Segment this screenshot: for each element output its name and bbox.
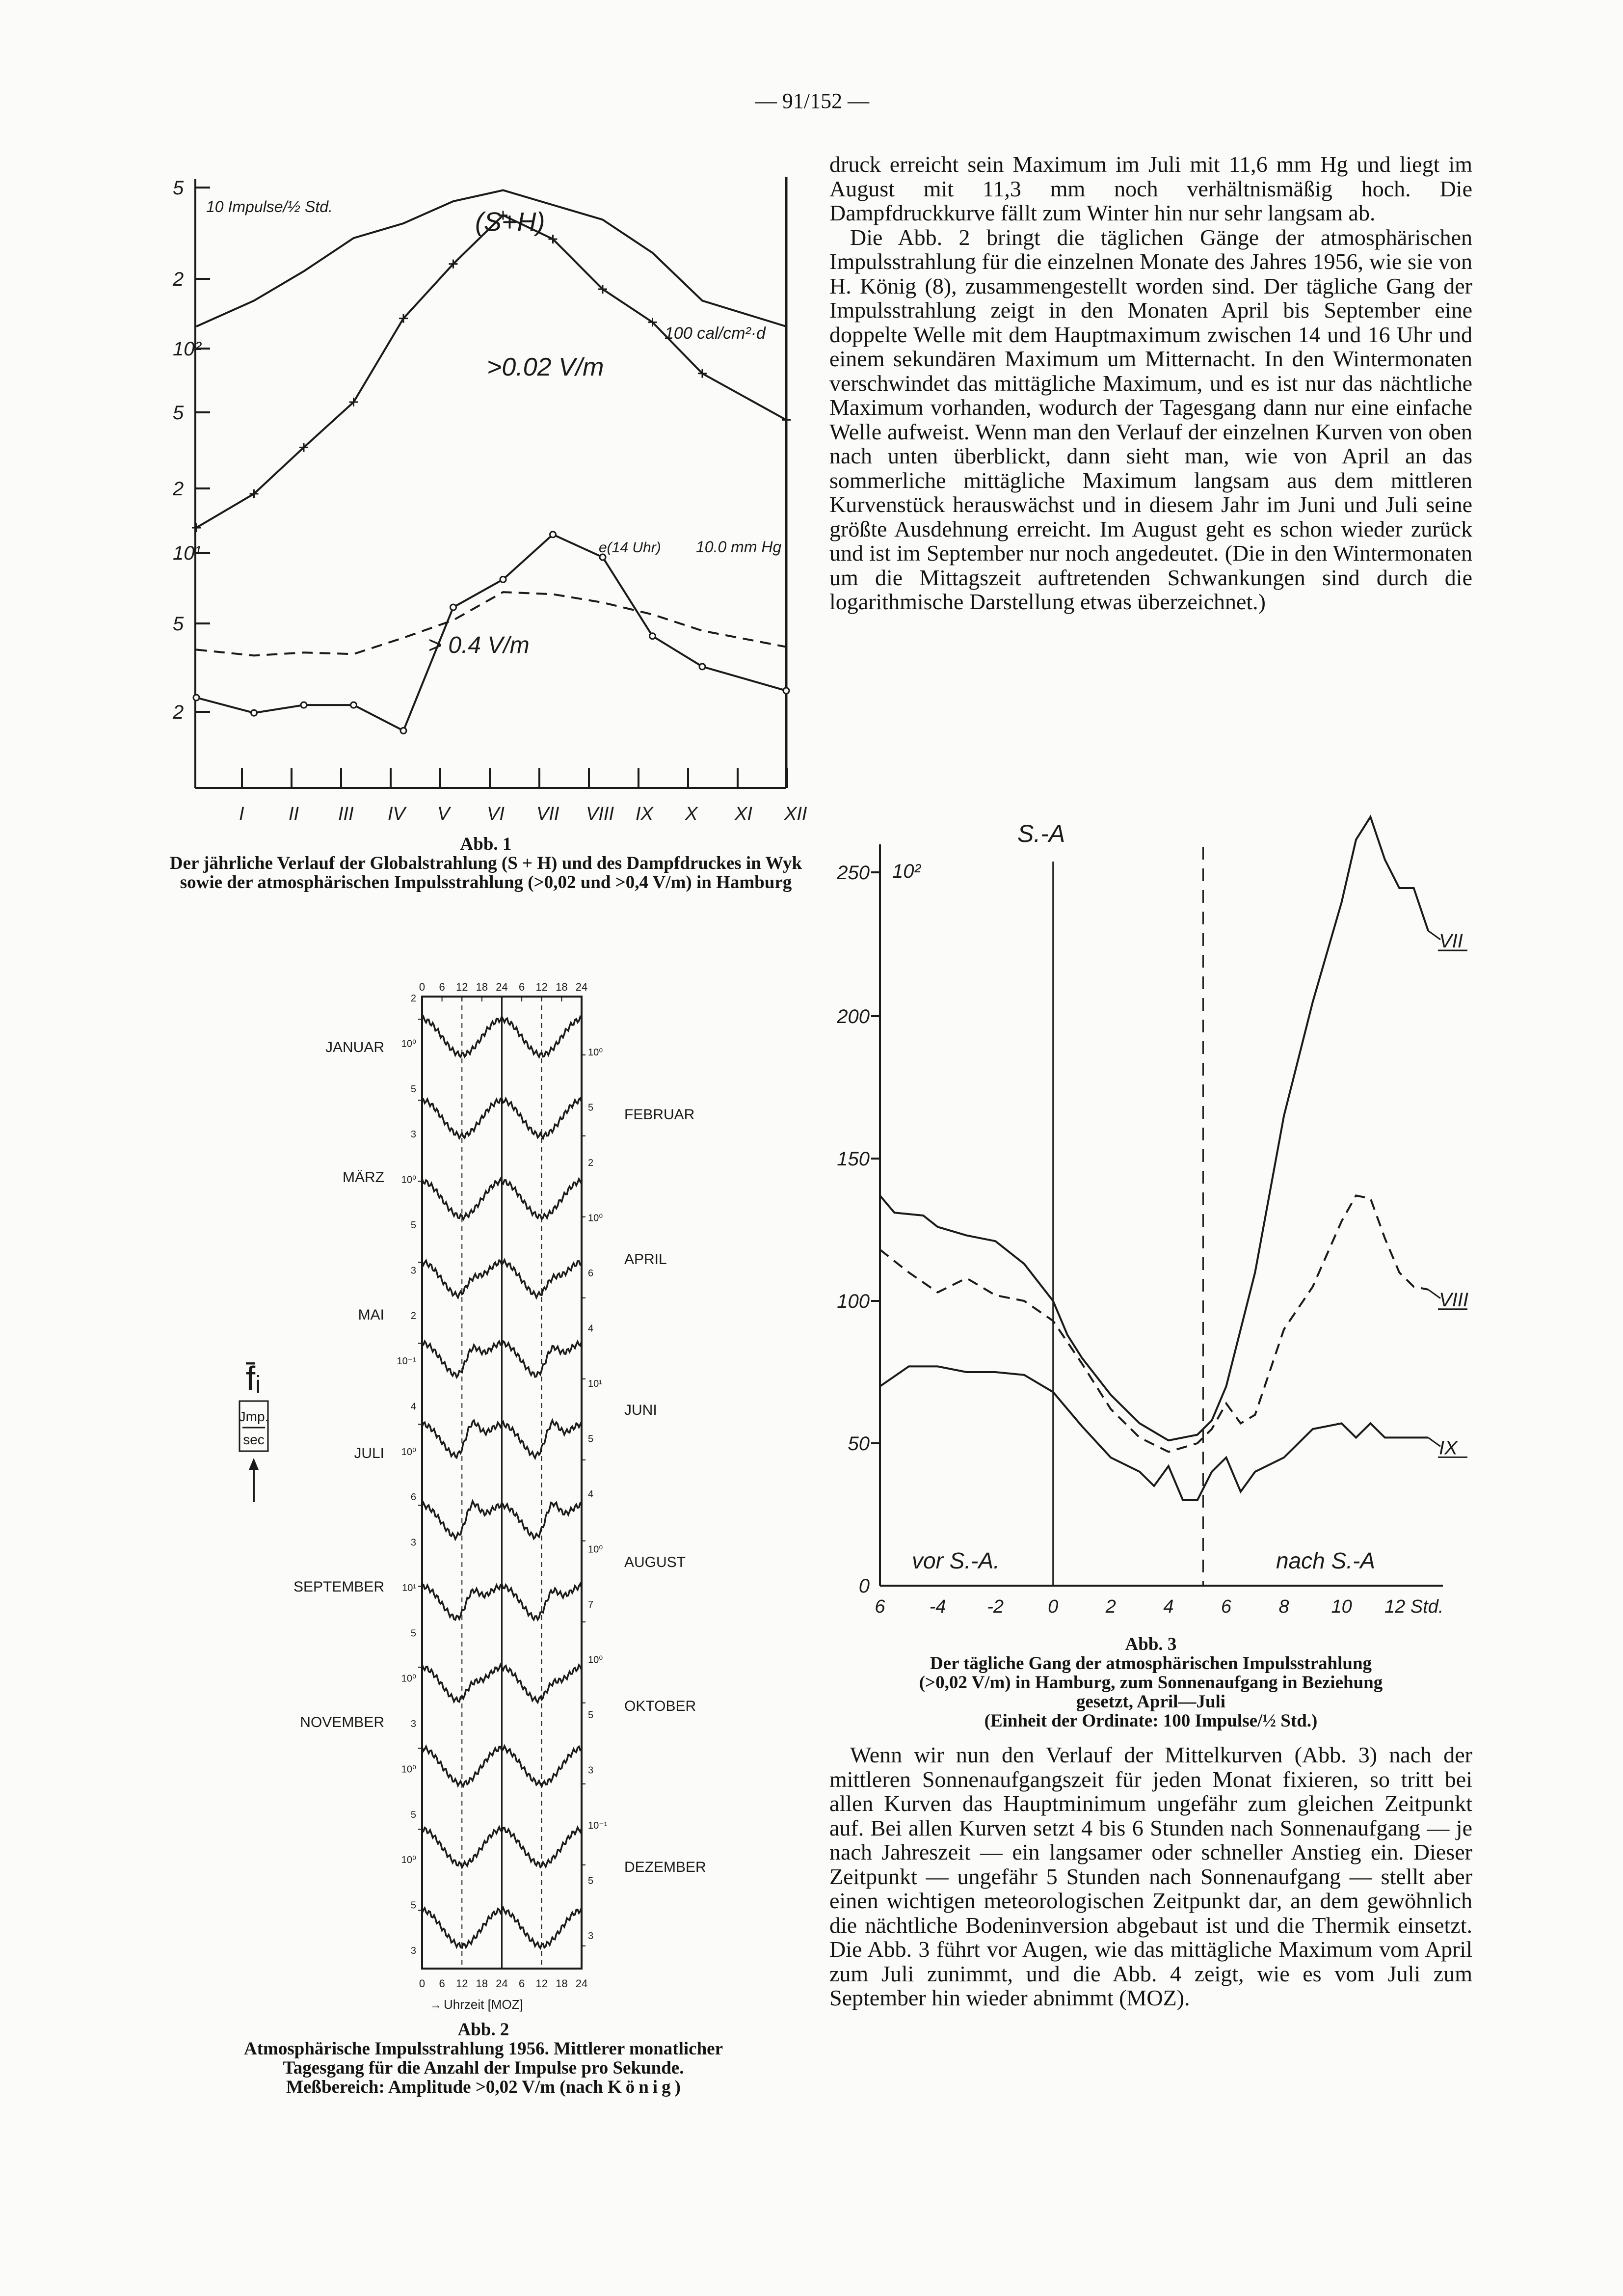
f2-scale-label-right: 10¹ xyxy=(588,1378,602,1389)
f2-scale-label-right: 3 xyxy=(588,1765,594,1776)
figure-1-chart xyxy=(167,167,805,835)
f3-ytick-label: 50 xyxy=(848,1433,870,1455)
f2-scale-label-left: 10⁰ xyxy=(401,1673,416,1684)
f2-scale-label-left: 2 xyxy=(410,1310,416,1322)
f2-month-label: APRIL xyxy=(624,1251,667,1268)
f2-scale-label-left: 10⁻¹ xyxy=(397,1356,416,1367)
f1-ytick-label: 10¹ xyxy=(173,542,201,564)
f2-top-tick-label: 12 xyxy=(535,981,548,993)
f1-xtick-label: II xyxy=(289,804,299,824)
figure-2-caption-line1: Atmosphärische Impulsstrahlung 1956. Mittlerer monatlicher xyxy=(243,2039,723,2059)
f2-month-label: JULI xyxy=(354,1445,384,1461)
f1-note-04: > 0.4 V/m xyxy=(428,632,530,658)
f2-up-arrow-icon xyxy=(249,1458,259,1470)
f3-series-label: VIII xyxy=(1439,1289,1469,1311)
f2-scale-label-right: 10⁰ xyxy=(588,1654,603,1666)
figure-3-caption-line1: Der tägliche Gang der atmosphärischen Impulsstrahlung xyxy=(930,1653,1372,1674)
f2-scale-label-right: 5 xyxy=(588,1433,594,1445)
f1-ytick-label: 5 xyxy=(173,177,184,199)
f1-point xyxy=(500,576,506,582)
f2-scale-label-right: 4 xyxy=(588,1489,594,1500)
f1-note-cal-unit: 100 cal/cm²·d xyxy=(665,324,766,343)
f2-scale-label-left: 2 xyxy=(410,993,416,1004)
figure-2-chart xyxy=(236,967,706,2023)
f2-scale-label-right: 10⁰ xyxy=(588,1544,603,1555)
f2-top-tick-label: 24 xyxy=(496,981,508,993)
f3-xtick-label: -2 xyxy=(987,1596,1004,1617)
f2-xlabel-arrow: → xyxy=(430,1999,442,2012)
f2-scale-label-right: 5 xyxy=(588,1710,594,1721)
f2-bottom-tick-label: 12 xyxy=(535,1977,548,1990)
f3-ylabel-unit: 10² xyxy=(892,861,921,882)
page-number: — 91/152 — xyxy=(755,89,870,113)
f1-ytick-label: 5 xyxy=(173,613,184,635)
f2-scale-label-right: 10⁰ xyxy=(588,1213,603,1224)
f3-xtick-label: 10 xyxy=(1331,1596,1352,1617)
f1-note-002: >0.02 V/m xyxy=(487,353,604,381)
f2-top-tick-label: 6 xyxy=(519,981,525,993)
f2-scale-label-right: 10⁰ xyxy=(588,1047,603,1058)
f1-xtick-label: X xyxy=(685,804,698,824)
f2-ylabel-unit-bottom: sec xyxy=(243,1432,265,1447)
f2-bottom-tick-label: 6 xyxy=(519,1977,525,1990)
f1-note-mmhg: 10.0 mm Hg xyxy=(696,538,782,556)
f2-scale-label-right: 7 xyxy=(588,1599,594,1610)
figure-1-caption-title: Abb. 1 xyxy=(460,834,512,854)
f2-scale-label-right: 6 xyxy=(588,1268,594,1279)
f2-month-label: SEPTEMBER xyxy=(293,1579,384,1595)
f2-top-tick-label: 18 xyxy=(476,981,488,993)
f3-ytick-label: 0 xyxy=(858,1575,870,1597)
f2-top-tick-label: 18 xyxy=(556,981,568,993)
f2-month-label: FEBRUAR xyxy=(624,1107,695,1123)
f3-note-vor: vor S.-A. xyxy=(912,1548,1000,1573)
f1-note-impulse-unit: 10 Impulse/½ Std. xyxy=(206,198,333,216)
figure-3-caption-line3: gesetzt, April—Juli xyxy=(1076,1692,1226,1712)
figure-2-caption-title: Abb. 2 xyxy=(457,2020,509,2040)
f3-xtick-label: 8 xyxy=(1278,1596,1289,1617)
f3-ytick-label: 150 xyxy=(837,1148,870,1170)
f2-scale-label-left: 5 xyxy=(410,1628,416,1639)
paragraph: Wenn wir nun den Verlauf der Mittelkurven (Abb. 3) nach der mittleren Sonnenaufgangszeit für jeden Monat fixieren, so tritt bei allen Kurven das Hauptminimum ungefähr zum gleichen Zeitpunkt auf. Bei allen Kurven setzt 4 bis 6 Stunden nach Sonnenaufgang — je nach Jahreszeit — ein langsamer oder schneller Anstieg ein. Dieser Zeitpunkt — ungefähr 5 Stunden nach Sonnenaufgang — stellt aber einen wichtigen meteorologischen Zeitpunkt dar, an dem gewöhnlich die nächtliche Bodeninversion abgebaut ist und die Thermik einsetzt. Die Abb. 3 führt vor Augen, wie das mittägliche Maximum vom April zum Juli zunimmt, und die Abb. 4 zeigt, wie es vom Juli zum September hin wieder abnimmt (MOZ). xyxy=(829,1742,1472,2010)
f1-xtick-label: IV xyxy=(388,804,405,824)
figure-1-caption xyxy=(164,835,807,892)
f2-scale-label-right: 2 xyxy=(588,1158,594,1168)
f2-scale-label-left: 10⁰ xyxy=(401,1446,416,1458)
figure-3-caption-line2: (>0,02 V/m) in Hamburg, zum Sonnenaufgang in Beziehung xyxy=(919,1673,1383,1693)
figure-3-chart xyxy=(834,815,1472,1620)
f1-xtick-label: IX xyxy=(636,804,653,824)
f1-note-s-h: (S+H) xyxy=(475,207,545,237)
f3-series-line xyxy=(880,817,1428,1440)
f1-xtick-label: XI xyxy=(735,804,752,824)
f3-series-line xyxy=(880,1366,1428,1500)
f1-note-e14: e(14 Uhr) xyxy=(599,540,661,556)
f2-scale-label-left: 3 xyxy=(410,1719,416,1730)
f2-scale-label-left: 3 xyxy=(410,1129,416,1140)
f2-scale-label-right: 3 xyxy=(588,1931,594,1942)
f1-point xyxy=(783,688,789,694)
f2-xlabel-text: Uhrzeit [MOZ] xyxy=(444,1997,523,2012)
f2-month-label: MÄRZ xyxy=(343,1169,384,1186)
paragraph: druck erreicht sein Maximum im Juli mit 11,6 mm Hg und liegt im August mit 11,3 mm noch verhältnismäßig hoch. Die Dampfdruckkurve fällt zum Winter hin nur sehr langsam ab. xyxy=(829,152,1472,225)
f2-bottom-tick-label: 18 xyxy=(556,1977,568,1990)
f2-scale-label-left: 4 xyxy=(410,1401,416,1412)
f2-xlabel xyxy=(430,1997,523,2012)
f3-ytick-label: 200 xyxy=(837,1006,870,1027)
f1-point xyxy=(699,664,705,670)
f2-top-tick-label: 0 xyxy=(419,981,426,993)
f3-ytick-label: 100 xyxy=(837,1291,870,1312)
f3-note-nach: nach S.-A xyxy=(1276,1548,1375,1573)
f1-xtick-label: VIII xyxy=(586,804,614,824)
f3-xtick-label: 6 xyxy=(1221,1596,1232,1617)
f1-xtick-label: III xyxy=(338,804,354,824)
f2-bottom-tick-label: 6 xyxy=(439,1977,445,1990)
f2-scale-label-right: 4 xyxy=(588,1323,594,1334)
f2-ylabel xyxy=(239,1359,269,1502)
f2-top-tick-label: 12 xyxy=(456,981,468,993)
f2-month-label: DEZEMBER xyxy=(624,1859,706,1875)
f1-ytick-label: 5 xyxy=(173,402,184,424)
f2-scale-label-left: 5 xyxy=(410,1809,416,1820)
f1-xtick-label: VII xyxy=(536,804,559,824)
f2-scale-label-left: 3 xyxy=(410,1945,416,1956)
figure-2-caption-line3a: Meßbereich: Amplitude >0,02 V/m (nach xyxy=(286,2077,608,2097)
f1-xtick-label: XII xyxy=(784,804,807,824)
paragraph: Die Abb. 2 bringt die täglichen Gänge der atmosphärischen Impulsstrahlung für die einzelnen Monate des Jahres 1956, wie sie von H. König (8), zusammengestellt worden sind. Der tägliche Gang der Impulsstrahlung zeigt in den Monaten April bis September eine doppelte Welle mit dem Hauptmaximum zwischen 14 und 16 Uhr und einem sekundären Maximum um Mitternacht. In den Wintermonaten verschwindet das mittägliche Maximum, und es ist nur das nächtliche Maximum vorhanden, wodurch der Tagesgang dann nur eine einfache Welle aufweist. Wenn man den Verlauf der einzelnen Kurven von oben nach unten überblickt, dann sieht man, wie von April an das sommerliche mittägliche Maximum langsam aus dem mittleren Kurvenstück herauswächst und in diesem Jahr im Juni und Juli seine größte Ausdehnung erreicht. Im August geht es schon wieder zurück und ist im September nur noch angedeutet. (Die in den Wintermonaten um die Mittagszeit auftretenden Schwankungen sind durch die logarithmische Darstellung etwas überzeichnet.) xyxy=(829,224,1472,614)
f2-scale-label-right: 5 xyxy=(588,1875,594,1887)
f2-bottom-tick-label: 18 xyxy=(476,1977,488,1990)
f2-ylabel-symbol: f̄ᵢ xyxy=(245,1359,261,1398)
f2-month-label: JANUAR xyxy=(325,1039,384,1055)
f2-scale-label-left: 3 xyxy=(410,1265,416,1276)
f2-scale-label-right: 5 xyxy=(588,1102,594,1113)
f3-series-label: IX xyxy=(1439,1437,1458,1459)
f2-scale-label-left: 5 xyxy=(410,1900,416,1911)
f1-point xyxy=(192,523,201,532)
f2-month-label: AUGUST xyxy=(624,1554,686,1570)
figure-2-caption-line2: Tagesgang für die Anzahl der Impulse pro Sekunde. xyxy=(283,2058,684,2078)
f2-bottom-tick-label: 12 xyxy=(456,1977,468,1990)
f1-xtick-label: VI xyxy=(487,804,505,824)
f1-point xyxy=(650,633,656,639)
f2-scale-label-left: 10⁰ xyxy=(401,1038,416,1050)
f2-ylabel-unit-top: Jmp. xyxy=(239,1409,269,1424)
f2-month-label: OKTOBER xyxy=(624,1698,696,1714)
f3-ytick-label: 250 xyxy=(837,862,870,884)
f3-xtick-label: 2 xyxy=(1105,1596,1116,1617)
f1-point xyxy=(351,702,357,708)
f1-point xyxy=(782,415,791,424)
f1-ytick-label: 2 xyxy=(173,478,184,500)
f2-month-label: NOVEMBER xyxy=(300,1714,384,1730)
f1-point xyxy=(193,695,199,701)
f1-xtick-label: I xyxy=(239,804,244,824)
f2-bottom-tick-label: 24 xyxy=(496,1977,508,1990)
figure-2-caption xyxy=(162,2020,805,2097)
f2-scale-label-left: 5 xyxy=(410,1219,416,1231)
f2-scale-label-left: 10⁰ xyxy=(401,1174,416,1186)
figure-3-caption-title: Abb. 3 xyxy=(1125,1634,1177,1654)
f1-point xyxy=(251,710,257,716)
figure-3-caption-line4: (Einheit der Ordinate: 100 Impulse/½ Std.) xyxy=(984,1711,1318,1731)
f3-xtick-label: 12 Std. xyxy=(1384,1596,1444,1617)
f2-scale-label-left: 10¹ xyxy=(402,1582,416,1594)
f2-scale-label-left: 5 xyxy=(410,1083,416,1095)
f2-bottom-tick-label: 24 xyxy=(575,1977,588,1990)
f1-xtick-label: V xyxy=(437,804,450,824)
f1-ytick-label: 2 xyxy=(173,269,184,290)
f3-xtick-label: 4 xyxy=(1163,1596,1174,1617)
body-text-2 xyxy=(829,1743,1472,2010)
f3-xtick-label: 0 xyxy=(1048,1596,1059,1617)
f2-top-tick-label: 24 xyxy=(575,981,588,993)
f3-xtick-label: -4 xyxy=(929,1596,946,1617)
figure-2-caption-author: König xyxy=(607,2077,675,2097)
f2-bottom-tick-label: 0 xyxy=(419,1977,426,1990)
f2-scale-label-left: 6 xyxy=(410,1492,416,1503)
body-text-1 xyxy=(829,152,1472,614)
figure-2-caption-line3b: ) xyxy=(674,2077,681,2097)
f2-month-label: MAI xyxy=(358,1307,384,1323)
f3-note-sa: S.-A xyxy=(1017,820,1065,847)
f2-scale-label-right: 10⁻¹ xyxy=(588,1820,608,1831)
f1-point xyxy=(301,702,307,708)
f1-ytick-label: 2 xyxy=(173,702,184,723)
f1-point xyxy=(451,604,456,610)
f1-point xyxy=(550,532,556,538)
f2-scale-label-left: 10⁰ xyxy=(401,1855,416,1866)
f3-series-label: VII xyxy=(1439,930,1463,952)
f3-xtick-label: 6 xyxy=(875,1596,885,1617)
f1-point xyxy=(400,728,406,733)
figure-3-caption xyxy=(829,1635,1472,1730)
figure-1-caption-text: Der jährliche Verlauf der Globalstrahlung (S + H) und des Dampfdruckes in Wyk sowie der atmosphärischen Impulsstrahlung (>0,02 und >0,4 V/m) in Hamburg xyxy=(169,853,802,892)
f2-month-label: JUNI xyxy=(624,1402,657,1418)
f2-scale-label-left: 3 xyxy=(410,1537,416,1548)
f2-top-tick-label: 6 xyxy=(439,981,445,993)
f1-ytick-label: 10² xyxy=(173,338,201,360)
f2-scale-label-left: 10⁰ xyxy=(401,1764,416,1775)
